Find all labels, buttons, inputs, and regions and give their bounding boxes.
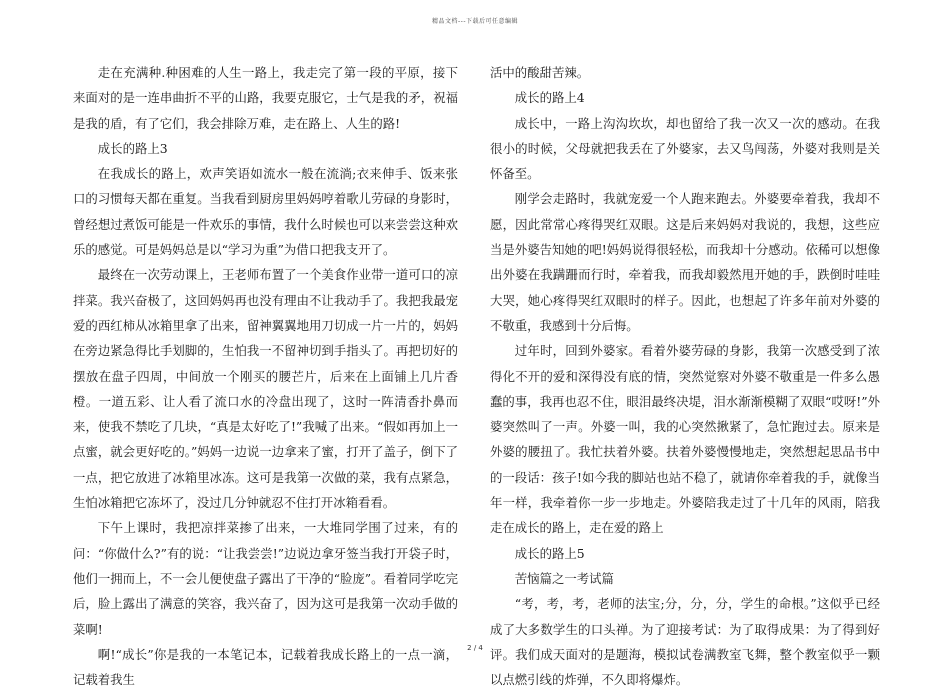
paragraph: 啊!“成长”你是我的一本笔记本，记载着我成长路上的一点一滴，记载着我生	[73, 646, 458, 688]
section-heading: 成长的路上4	[514, 90, 585, 106]
paragraph: 下午上课时，我把凉拌菜掺了出来，一大堆同学围了过来，有的问：“你做什么?”有的说：“让我尝尝!”边说边拿牙签当我打开袋子时，他们一拥而上，不一会儿便使盘子露出了干净的“脸庞”。看着同学吃完后，脸上露出了满意的笑容，我兴奋了，因为这可是我第一次动手做的菜啊!	[73, 520, 458, 637]
paragraph: 走在充满种.种困难的人生一路上，我走完了第一段的平原，接下来面对的是一连串曲折不平的山路，我要克服它，士气是我的矛，祝福是我的盾，有了它们，我会排除万难，走在路上、人生的路!	[73, 65, 458, 131]
right-column	[490, 60, 880, 692]
paragraph: 最终在一次劳动课上，王老师布置了一个美食作业带一道可口的凉拌菜。我兴奋极了，这回妈妈再也没有理由不让我动手了。我把我最宠爱的西红柿从冰箱里拿了出来，留神翼翼地用刀切成一片一片的，妈妈在旁边紧急得比手划脚的，生怕我一不留神切到手指头了。再把切好的摆放在盘子四周，中间放一个刚买的腰芒片，后来在上面铺上几片香橙。一道五彩、让人看了流口水的冷盘出现了，这时一阵清香扑鼻而来，使我不禁吃了几块，“真是太好吃了!”我喊了出来。“假如再加上一点蜜，就会更好吃的。”妈妈一边说一边拿来了蜜，打开了盖子，倒下了一点，把它放进了冰箱里冰冻。这可是我第一次做的菜，我有点紧急，生怕冰箱把它冻坏了，没过几分钟就忍不住打开冰箱看看。	[73, 267, 458, 511]
paragraph-continuation: 活中的酸甜苦辣。	[490, 65, 590, 80]
section-heading: 成长的路上5	[514, 545, 585, 561]
paragraph: 刚学会走路时，我就宠爱一个人跑来跑去。外婆要牵着我，我却不愿，因此常常心疼得哭红双眼。这是后来妈妈对我说的，我想，这些应当是外婆告知她的吧!妈妈说得很轻松，而我却十分感动。依稀可以想像出外婆在我蹒跚而行时，牵着我，而我却毅然甩开她的手，跌倒时哇哇大哭，她心疼得哭红双眼时的样子。因此，也想起了许多年前对外婆的不敬重，我感到十分后悔。	[490, 191, 880, 333]
paragraph: 在我成长的路上，欢声笑语如流水一般在流淌;衣来伸手、饭来张口的习惯每天都在重复。当我看到厨房里妈妈哼着歌儿劳碌的身影时，曾经想过煮饭可能是一件欢乐的事情，我什么时候也可以来尝尝这种欢乐的感觉。可是妈妈总是以“学习为重”为借口把我支开了。	[73, 166, 458, 258]
page-header: 精品文档---下载后可任意编辑	[432, 18, 518, 25]
section-heading: 成长的路上3	[97, 140, 168, 156]
left-column	[73, 60, 458, 692]
paragraph: 过年时，回到外婆家。看着外婆劳碌的身影，我第一次感受到了浓得化不开的爱和深得没有底的情，突然觉察对外婆不敬重是一件多么愚蠢的事，我再也忍不住，眼泪最终决堤，泪水渐渐模糊了双眼“哎呀!”外婆突然叫了一声。外婆一叫，我的心突然揪紧了，急忙跑过去。原来是外婆的腰扭了。我忙扶着外婆。扶着外婆慢慢地走，突然想起思品书中的一段话：孩子!如今我的脚站也站不稳了，就请你牵着我的手，就像当年一样，我牵着你一步一步地走。外婆陪我走过了十几年的风雨，陪我走在成长的路上，走在爱的路上	[490, 343, 880, 536]
paragraph: “考，考，考，老师的法宝;分，分，分，学生的命根。”这似乎已经成了大多数学生的口头禅。为了迎接考试：为了取得成果：为了得到好评。我们成天面对的是题海，模拟试卷满教室飞舞，整个教室似乎一颗以点燃引线的炸弹，不久即将爆炸。	[490, 596, 880, 688]
subsection-heading: 苦恼篇之一考试篇	[514, 570, 614, 586]
paragraph: 成长中，一路上沟沟坎坎，却也留给了我一次又一次的感动。在我很小的时候，父母就把我丢在了外婆家，去又鸟闯荡，外婆对我则是关怀备至。	[490, 115, 880, 182]
page-number: 2 / 4	[467, 644, 483, 652]
